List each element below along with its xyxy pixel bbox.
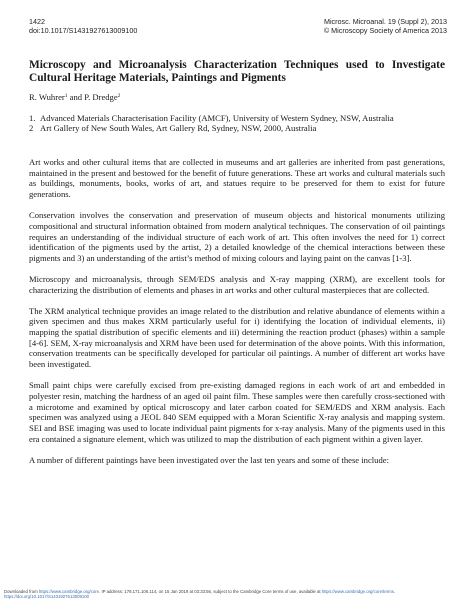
affiliation-text: Art Gallery of New South Wales, Art Gallery Rd, Sydney, NSW, 2000, Australia xyxy=(40,123,317,134)
footer-text: . IP address: 178.171.106.114, on 15 Jan 2019 at 03:33:56, subject to the Cambridge Core terms of use, available at xyxy=(99,589,322,594)
download-footer xyxy=(4,589,472,599)
affiliation-number: 2 xyxy=(29,123,34,134)
footer-text: Downloaded from xyxy=(4,589,39,594)
body-paragraph: Conservation involves the conservation and preservation of museum objects and historical monuments utilizing compositional and structural information obtained from modern analytical techniques. The conservation of oil paintings requires an understanding of the individual structure of each work of art. This often involves the need for 1) correct identification of the pigments used by the artist, 2) a detailed knowledge of the chemical interactions between these pigments and 3) an understanding of the artist’s method of mixing colours and laying paint on the canvas [1-3]. xyxy=(29,210,445,263)
affiliation-number: 1. xyxy=(29,113,36,123)
header-right xyxy=(324,17,447,35)
body-paragraph: Microscopy and microanalysis, through SEM/EDS analysis and X-ray mapping (XRM), are excellent tools for characterizing the distribution of elements and phases in art works and other cultural masterpieces that are collected. xyxy=(29,273,445,295)
article-body xyxy=(29,157,445,476)
affiliations xyxy=(29,113,445,134)
footer-text: . xyxy=(393,589,396,594)
affiliation xyxy=(29,113,445,123)
affiliation-text: Advanced Materials Characterisation Facility (AMCF), University of Western Sydney, NSW, Australia xyxy=(40,113,394,123)
affiliation-marker: 2 xyxy=(117,93,121,99)
article-title: Microscopy and Microanalysis Characterization Techniques used to Investigate Cultural Heritage Materials, Paintings and Pigments xyxy=(29,59,445,84)
doi: doi:10.1017/S1431927613009100 xyxy=(29,26,138,35)
body-paragraph: A number of different paintings have been investigated over the last ten years and some of these include: xyxy=(29,454,389,465)
journal-citation: Microsc. Microanal. 19 (Suppl 2), 2013 xyxy=(323,17,447,26)
body-paragraph: Art works and other cultural items that are collected in museums and art galleries are inherited from past generations, maintained in the present and bestowed for the benefit of future generations. These art works and cultural materials such as buildings, monuments, books, works of art, and statues require to be preserved for them to exist for future generations. xyxy=(29,157,445,200)
cambridge-core-link[interactable]: https://www.cambridge.org/core xyxy=(38,589,100,594)
affiliation xyxy=(29,123,445,133)
author-list xyxy=(29,92,120,103)
doi-link[interactable]: https://doi.org/10.1017/S1431927613009100 xyxy=(4,594,90,600)
body-paragraph: The XRM analytical technique provides an image related to the distribution and relative abundance of elements within a given specimen and thus makes XRM particularly useful for i) identifying the location of individual elements, ii) mapping the spatial distribution of specific elements and iii) determining the reaction product (phases) within a sample [4-6]. SEM, X-ray microanalysis and XRM have been used for determination of the above points. With this information, conservation treatments can be specifically developed for particular oil paintings. A number of different art works have been investigated. xyxy=(29,305,445,370)
copyright: © Microscopy Society of America 2013 xyxy=(323,26,447,35)
header-left xyxy=(29,17,137,35)
author-conjunction: and xyxy=(67,92,85,102)
author-name: P. Dredge xyxy=(84,92,118,102)
page-number: 1422 xyxy=(29,17,45,26)
terms-link[interactable]: https://www.cambridge.org/core/terms xyxy=(321,589,394,594)
affiliation-marker: 1 xyxy=(64,93,68,99)
body-paragraph: Small paint chips were carefully excised from pre-existing damaged regions in each work of art and embedded in polyester resin, matching the hardness of an aged oil paint film. These samples were then carefully cross-sectioned with a microtome and examined by optical microscopy and later carbon coated for SEM/EDS and XRM analysis. Each specimen was analyzed using a JEOL 840 SEM equipped with a Moran Scientific X-ray analysis and mapping system. SEI and BSE imaging was used to locate individual paint pigments for x-ray analysis. Many of the pigments used in this era contained a signature element, which was utilized to map the distribution of each pigment within a given layer. xyxy=(29,380,445,444)
author-name: R. Wuhrer xyxy=(29,92,65,102)
